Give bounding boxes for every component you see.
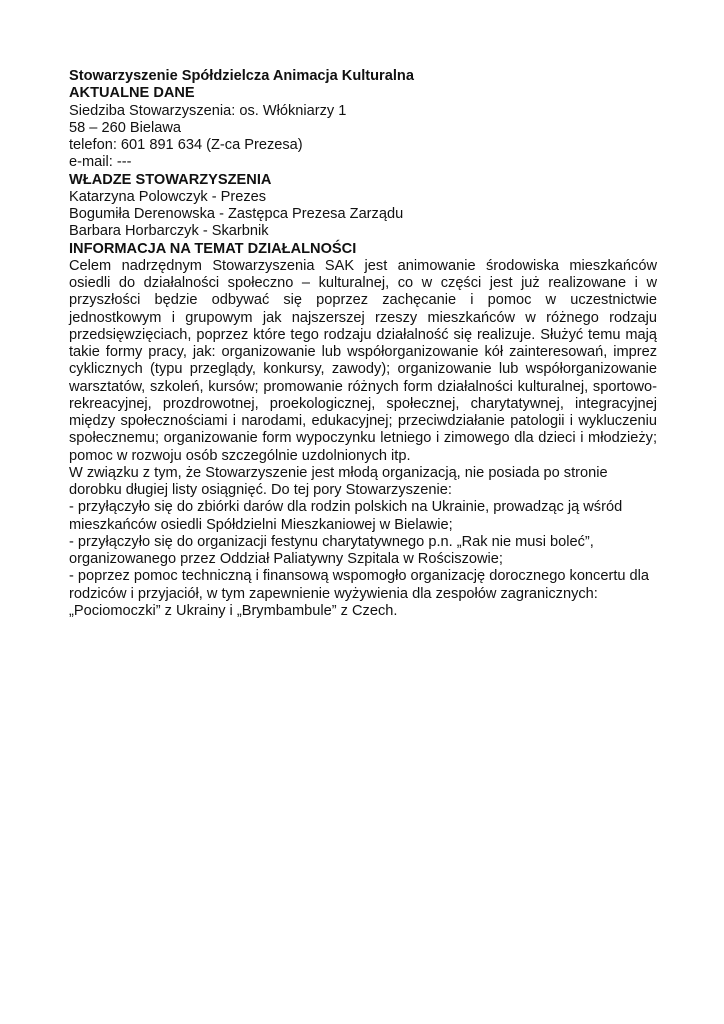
paragraph-line: takie formy pracy, jak: organizowanie lub współorganizowanie kół zainteresowań, imprez: [69, 344, 657, 360]
paragraph-line: cyklicznych (typu przeglądy, konkursy, zawody); organizowanie lub współorganizowanie: [69, 361, 657, 378]
activity-paragraph-1: [69, 258, 657, 465]
document-title: Stowarzyszenie Spółdzielcza Animacja Kulturalna: [69, 68, 414, 84]
authority-treasurer: Barbara Horbarczyk - Skarbnik: [69, 223, 269, 240]
postal-code-line: 58 – 260 Bielawa: [69, 119, 181, 136]
heading-authorities: WŁADZE STOWARZYSZENIA: [69, 171, 272, 188]
paragraph-line: jednostkowym i grupowym jak najszerszej rzeszy mieszkańców w różnego rodzaju: [69, 309, 657, 326]
heading-current-data: AKTUALNE DANE: [69, 85, 195, 102]
activity-paragraph-2: [69, 465, 657, 620]
list-item-line: mieszkańców osiedli Spółdzielni Mieszkaniowej w Bielawie;: [69, 516, 453, 533]
list-item-line: organizowanego przez Oddział Paliatywny Szpitala w Rościszowie;: [69, 551, 503, 567]
list-item-line: rodziców i przyjaciół, w tym zapewnienie wyżywienia dla zespołów zagranicznych:: [69, 585, 598, 602]
list-item-line: - przyłączyło się do zbiórki darów dla rodzin polskich na Ukrainie, prowadząc ją wśród: [69, 499, 623, 516]
paragraph-line: osiedli do działalności społeczno – kulturalnej, co w części jest już realizowane i w: [69, 275, 657, 291]
authority-vice-president: Bogumiła Derenowska - Zastępca Prezesa Zarządu: [69, 206, 404, 222]
document-page: [69, 68, 657, 620]
list-item-line: „Pociomoczki” z Ukrainy i „Brymbambule” z Czech.: [69, 602, 398, 619]
paragraph-line: przedsięwzięciach, poprzez które tego rodzaju działalność się realizuje. Służyć temu mają: [69, 326, 657, 343]
paragraph-last-line: pomoc w rozwoju osób szczególnie uzdolnionych itp.: [69, 447, 411, 464]
paragraph-line: przyszłości będzie odbywać się poprzez zachęcanie i pomoc w uczestnictwie: [69, 292, 657, 309]
paragraph-line: warsztatów, szkoleń, kursów; promowanie różnych form działalności kulturalnej, sportowo-: [69, 378, 657, 395]
phone-line: telefon: 601 891 634 (Z-ca Prezesa): [69, 137, 303, 153]
paragraph-line: rekreacyjnej, prozdrowotnej, proekologicznej, społecznej, charytatywnej, integracyjnej: [69, 395, 657, 412]
list-item-line: - poprzez pomoc techniczną i finansową wspomogło organizację dorocznego koncertu dla: [69, 568, 650, 585]
address-line: Siedziba Stowarzyszenia: os. Włókniarzy 1: [69, 102, 347, 119]
heading-activity: INFORMACJA NA TEMAT DZIAŁALNOŚCI: [69, 240, 357, 257]
paragraph-line: dorobku długiej listy osiągnięć. Do tej pory Stowarzyszenie:: [69, 482, 452, 498]
paragraph-line: Celem nadrzędnym Stowarzyszenia SAK jest animowanie środowiska mieszkańców: [69, 257, 657, 274]
paragraph-line: W związku z tym, że Stowarzyszenie jest młodą organizacją, nie posiada po stronie: [69, 464, 608, 481]
list-item-line: - przyłączyło się do organizacji festynu charytatywnego p.n. „Rak nie musi boleć”,: [69, 533, 594, 550]
paragraph-line: społecznemu; organizowanie form wypoczynku letniego i zimowego dla dzieci i młodzieży;: [69, 430, 657, 447]
paragraph-line: między społecznościami i narodami, edukacyjnej; przeciwdziałanie patologii i wykluczeniu: [69, 413, 657, 429]
email-line: e-mail: ---: [69, 154, 132, 171]
authority-president: Katarzyna Polowczyk - Prezes: [69, 188, 267, 205]
